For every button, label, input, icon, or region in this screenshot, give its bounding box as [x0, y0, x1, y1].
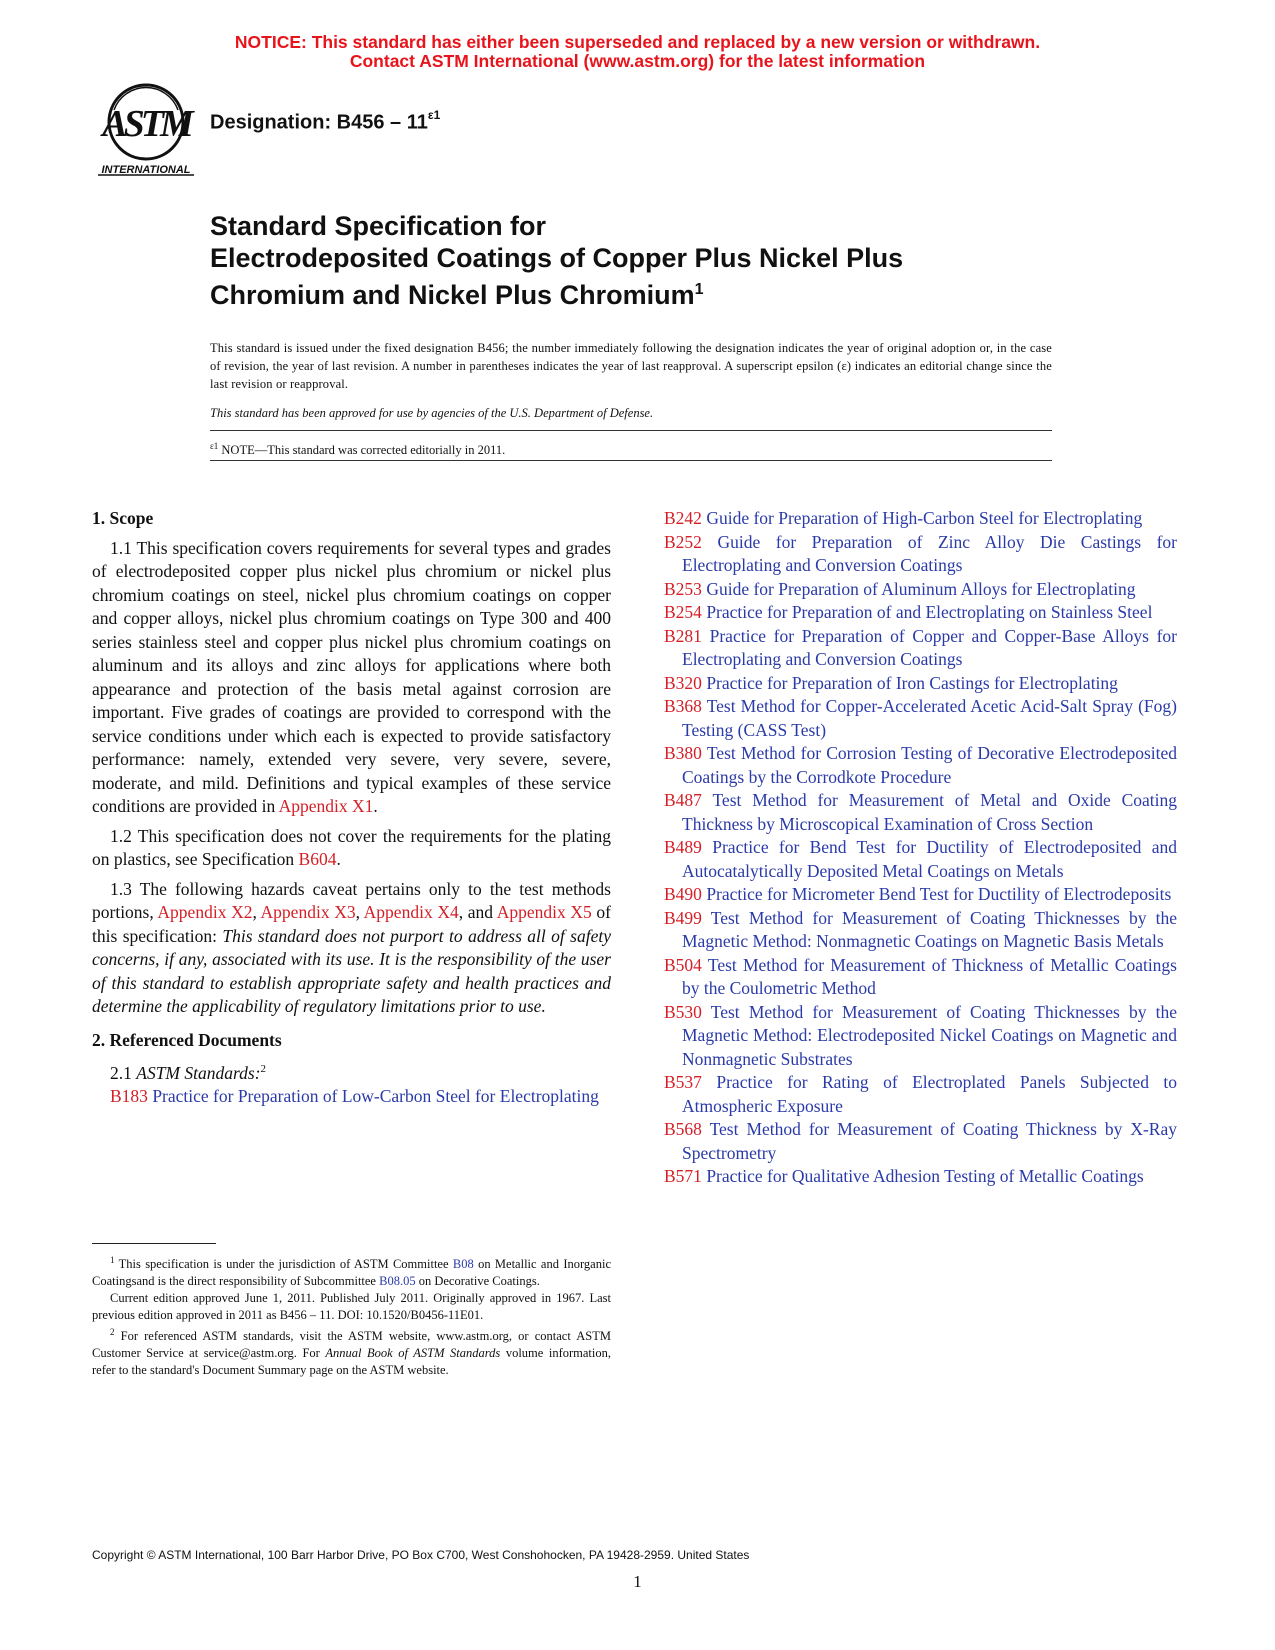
b604-link[interactable]: B604: [298, 849, 337, 869]
reference-title: Practice for Preparation of Iron Castings for Electroplating: [701, 672, 1118, 693]
reference-title: Test Method for Copper-Accelerated Acetic Acid-Salt Spray (Fog) Testing (CASS Test): [682, 696, 1177, 740]
reference-item[interactable]: [664, 507, 1177, 531]
designation-epsilon: ε1: [427, 108, 441, 122]
reference-item[interactable]: [664, 836, 1177, 883]
reference-title: Practice for Qualitative Adhesion Testing of Metallic Coatings: [701, 1166, 1144, 1186]
superseded-notice: [0, 33, 1275, 71]
page-number: 1: [633, 1572, 642, 1591]
reference-title: Practice for Bend Test for Ductility of Electrodeposited and Autocatalytically Deposited Metal Coatings on Metals: [682, 837, 1177, 881]
reference-item[interactable]: [664, 789, 1177, 836]
reference-code: B504: [664, 954, 702, 975]
reference-item[interactable]: [664, 1165, 1177, 1189]
notice-line-1: NOTICE: This standard has either been superseded and replaced by a new version or withdrawn.: [234, 32, 1041, 52]
reference-code: B380: [664, 743, 702, 763]
astm-standards-subheading: 2.1 ASTM Standards:$^2$: [110, 1062, 267, 1083]
appendix-x5-link[interactable]: Appendix X5: [496, 902, 592, 922]
divider: [210, 430, 1052, 431]
editorial-note: $^{\varepsilon 1}$ NOTE—This standard was corrected editorially in 2011.: [210, 441, 506, 458]
issued-note: This standard is issued under the fixed designation B456; the number immediately following the designation indicates the year of original adoption or, in the case of revision, the year of last revision. A number in parentheses indicates the year of last reapproval. A superscript epsilon (ε) indicates an editorial change since the last revision or reapproval.: [210, 341, 1052, 391]
reference-title: Practice for Rating of Electroplated Panels Subjected to Atmospheric Exposure: [682, 1072, 1177, 1116]
subcommittee-b08-05-link[interactable]: B08.05: [379, 1274, 416, 1289]
appendix-x3-link[interactable]: Appendix X3: [260, 902, 356, 922]
footnote-2: $^2$ For referenced ASTM standards, visit the ASTM website, www.astm.org, or contact ASTM Customer Service at service@astm.org. For Annual Book of ASTM Standards volume information, refer to the standard's Document Summary page on the ASTM website.: [92, 1327, 611, 1378]
reference-item[interactable]: [664, 695, 1177, 742]
left-column: [92, 507, 611, 1109]
reference-title: Guide for Preparation of Aluminum Alloys for Electroplating: [701, 578, 1136, 599]
appendix-x4-link[interactable]: Appendix X4: [363, 902, 459, 922]
reference-title: Test Method for Measurement of Thickness of Metallic Coatings by the Coulometric Method: [682, 954, 1177, 998]
reference-item[interactable]: [664, 907, 1177, 954]
right-column: [664, 507, 1177, 1189]
appendix-x1-link[interactable]: Appendix X1: [278, 796, 374, 816]
reference-code: B530: [664, 1001, 702, 1022]
reference-code: B571: [664, 1166, 702, 1186]
footnote-divider: [92, 1243, 216, 1244]
appendix-x2-link[interactable]: Appendix X2: [157, 902, 253, 922]
reference-code: B252: [664, 531, 702, 552]
reference-item[interactable]: [664, 1118, 1177, 1165]
reference-code: B254: [664, 602, 702, 622]
reference-item[interactable]: [664, 531, 1177, 578]
reference-code: B281: [664, 625, 702, 646]
reference-title: Test Method for Corrosion Testing of Decorative Electrodeposited Coatings by the Corrodkote Procedure: [682, 743, 1177, 787]
reference-title: Practice for Preparation of and Electroplating on Stainless Steel: [701, 602, 1153, 622]
reference-code: B537: [664, 1072, 702, 1092]
scope-paragraph-1-1: 1.1 This specification covers requirements for several types and grades of electrodeposited copper plus nickel plus chromium or nickel plus chromium coatings on steel, nickel plus chromium coatings on copper and copper alloys, nickel plus chromium coatings on Type 300 and 400 series stainless steel and copper plus nickel plus chromium coatings on aluminum and its alloys and zinc alloys for applications where both appearance and protection of the basis metal against corrosion are important. Five grades of coatings are provided to correspond with the service conditions under which each is expected to provide satisfactory performance: namely, extended very severe, very severe, severe, moderate, and mild. Definitions and typical examples of these service conditions are provided in Appendix X1.: [92, 537, 611, 816]
divider: [210, 460, 1052, 461]
reference-code: B489: [664, 837, 702, 857]
title-line-2: Electrodeposited Coatings of Copper Plus Nickel Plus: [210, 243, 904, 273]
footnotes: [92, 1252, 611, 1379]
scope-paragraph-1-2: 1.2 This specification does not cover the requirements for the plating on plastics, see Specification B604.: [92, 825, 611, 869]
referenced-documents-heading: 2. Referenced Documents: [92, 1029, 282, 1050]
reference-title: Test Method for Measurement of Coating Thicknesses by the Magnetic Method: Nonmagnetic Coatings on Magnetic Basis Metals: [682, 907, 1177, 951]
reference-code: B499: [664, 907, 702, 928]
document-title: [210, 210, 1110, 311]
reference-item[interactable]: [664, 954, 1177, 1001]
dod-approval-note: This standard has been approved for use by agencies of the U.S. Department of Defense.: [210, 406, 654, 420]
svg-text:ASTM: ASTM: [102, 103, 190, 145]
title-line-3: Chromium and Nickel Plus Chromium$^1$: [210, 280, 704, 310]
reference-code: B320: [664, 672, 702, 693]
astm-logo: [96, 82, 196, 178]
scope-heading: 1. Scope: [92, 508, 154, 528]
reference-item[interactable]: [664, 672, 1177, 696]
reference-item[interactable]: [664, 742, 1177, 789]
reference-item[interactable]: [664, 625, 1177, 672]
reference-title: Guide for Preparation of Zinc Alloy Die Castings for Electroplating and Conversion Coatings: [682, 531, 1177, 575]
reference-title: Test Method for Measurement of Coating Thickness by X-Ray Spectrometry: [682, 1119, 1177, 1163]
reference-title: Practice for Micrometer Bend Test for Ductility of Electrodeposits: [701, 884, 1172, 904]
reference-item[interactable]: [664, 601, 1177, 625]
designation-label: Designation: B456 – 11: [210, 111, 428, 134]
reference-code: B487: [664, 790, 702, 810]
copyright-notice: Copyright © ASTM International, 100 Barr Harbor Drive, PO Box C700, West Conshohocken, PA 19428-2959. United States: [92, 1548, 750, 1562]
committee-b08-link[interactable]: B08: [452, 1257, 474, 1272]
title-footnote-mark: 1: [694, 281, 704, 298]
reference-title: Test Method for Measurement of Metal and Oxide Coating Thickness by Microscopical Examination of Cross Section: [682, 790, 1177, 834]
reference-title: Guide for Preparation of High-Carbon Steel for Electroplating: [701, 508, 1143, 528]
reference-item[interactable]: [664, 883, 1177, 907]
footnote-1-edition: Current edition approved June 1, 2011. Published July 2011. Originally approved in 1967. Last previous edition approved in 2011 as B456 – 11. DOI: 10.1520/B0456-11E01.: [92, 1291, 611, 1323]
designation: [210, 110, 440, 135]
reference-title: Test Method for Measurement of Coating Thicknesses by the Magnetic Method: Electrodeposited Nickel Coatings on Magnetic and Nonmagnetic Substrates: [682, 1001, 1177, 1069]
notice-line-2: Contact ASTM International (www.astm.org) for the latest information: [349, 51, 926, 71]
reference-item[interactable]: [664, 578, 1177, 602]
reference-item[interactable]: [664, 1071, 1177, 1118]
reference-item[interactable]: [664, 1001, 1177, 1072]
reference-code: B490: [664, 884, 702, 904]
reference-code: B253: [664, 578, 702, 599]
reference-code: B242: [664, 508, 702, 528]
reference-code: B568: [664, 1119, 702, 1139]
footnote-1: $^1$ This specification is under the jurisdiction of ASTM Committee B08 on Metallic and Inorganic Coatingsand is the direct responsibility of Subcommittee B08.05 on Decorative Coatings.: [92, 1255, 611, 1289]
svg-text:INTERNATIONAL: INTERNATIONAL: [101, 164, 191, 176]
reference-title: Practice for Preparation of Copper and Copper-Base Alloys for Electroplating and Conversion Coatings: [682, 625, 1177, 669]
scope-paragraph-1-3: 1.3 The following hazards caveat pertains only to the test methods portions, Appendix X2, Appendix X3, Appendix X4, and Appendix X5 of this specification: This standard does not purport to address all of safety concerns, if any, associated with its use. It is the responsibility of the user of this standard to establish appropriate safety and health practices and determine the applicability of regulatory limitations prior to use.: [92, 878, 612, 1016]
reference-code: B368: [664, 696, 702, 716]
title-line-1: Standard Specification for: [210, 211, 547, 241]
reference-item[interactable]: B183 Practice for Preparation of Low-Carbon Steel for Electroplating: [110, 1086, 599, 1107]
